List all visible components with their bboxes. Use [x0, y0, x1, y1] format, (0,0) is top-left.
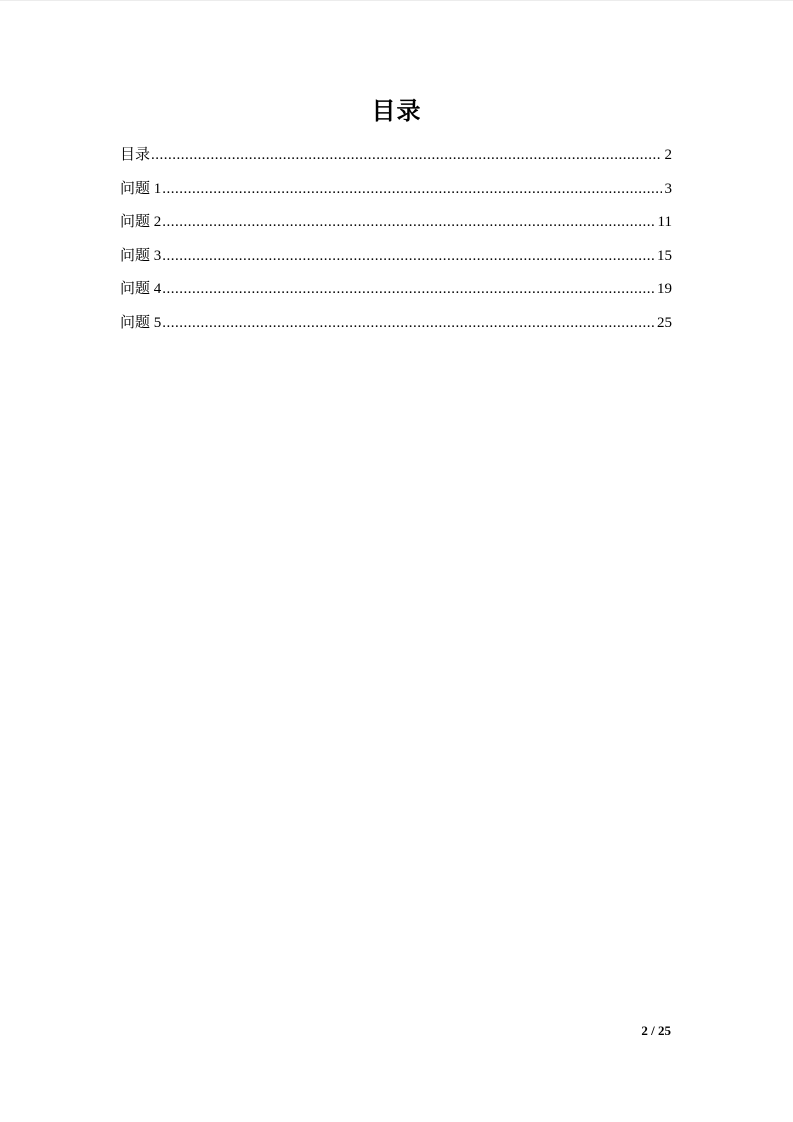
toc-entry-label: 问题 1 — [120, 180, 162, 197]
toc-entry-label: 目录 — [120, 147, 151, 163]
toc-leader-dots — [162, 206, 654, 240]
toc-entry-page: 19 — [657, 281, 672, 297]
toc-entry-page: 25 — [657, 314, 672, 331]
toc-entry[interactable] — [120, 240, 672, 274]
toc-leader-dots — [162, 173, 661, 207]
toc-entry-page: 11 — [657, 214, 672, 230]
toc-entry[interactable] — [120, 206, 672, 240]
page-title: 目录 — [371, 98, 422, 125]
toc-leader-dots — [151, 139, 661, 173]
toc-entry[interactable] — [120, 139, 672, 173]
toc-entry[interactable] — [120, 273, 672, 307]
toc-entry-label: 问题 4 — [120, 281, 162, 297]
toc-leader-dots — [162, 240, 654, 274]
toc-entry-label: 问题 2 — [120, 214, 162, 230]
toc-entry-label: 问题 5 — [120, 314, 162, 331]
toc-entry[interactable] — [120, 307, 672, 341]
toc-entry[interactable] — [120, 173, 672, 207]
toc-entry-page: 15 — [657, 247, 672, 264]
toc-entry-page: 2 — [664, 147, 672, 163]
page-number-footer: 2 / 25 — [641, 1023, 671, 1038]
toc-list — [120, 139, 672, 340]
toc-entry-label: 问题 3 — [120, 247, 162, 264]
toc-leader-dots — [162, 273, 654, 307]
toc-entry-page: 3 — [664, 180, 672, 197]
toc-leader-dots — [162, 307, 654, 341]
